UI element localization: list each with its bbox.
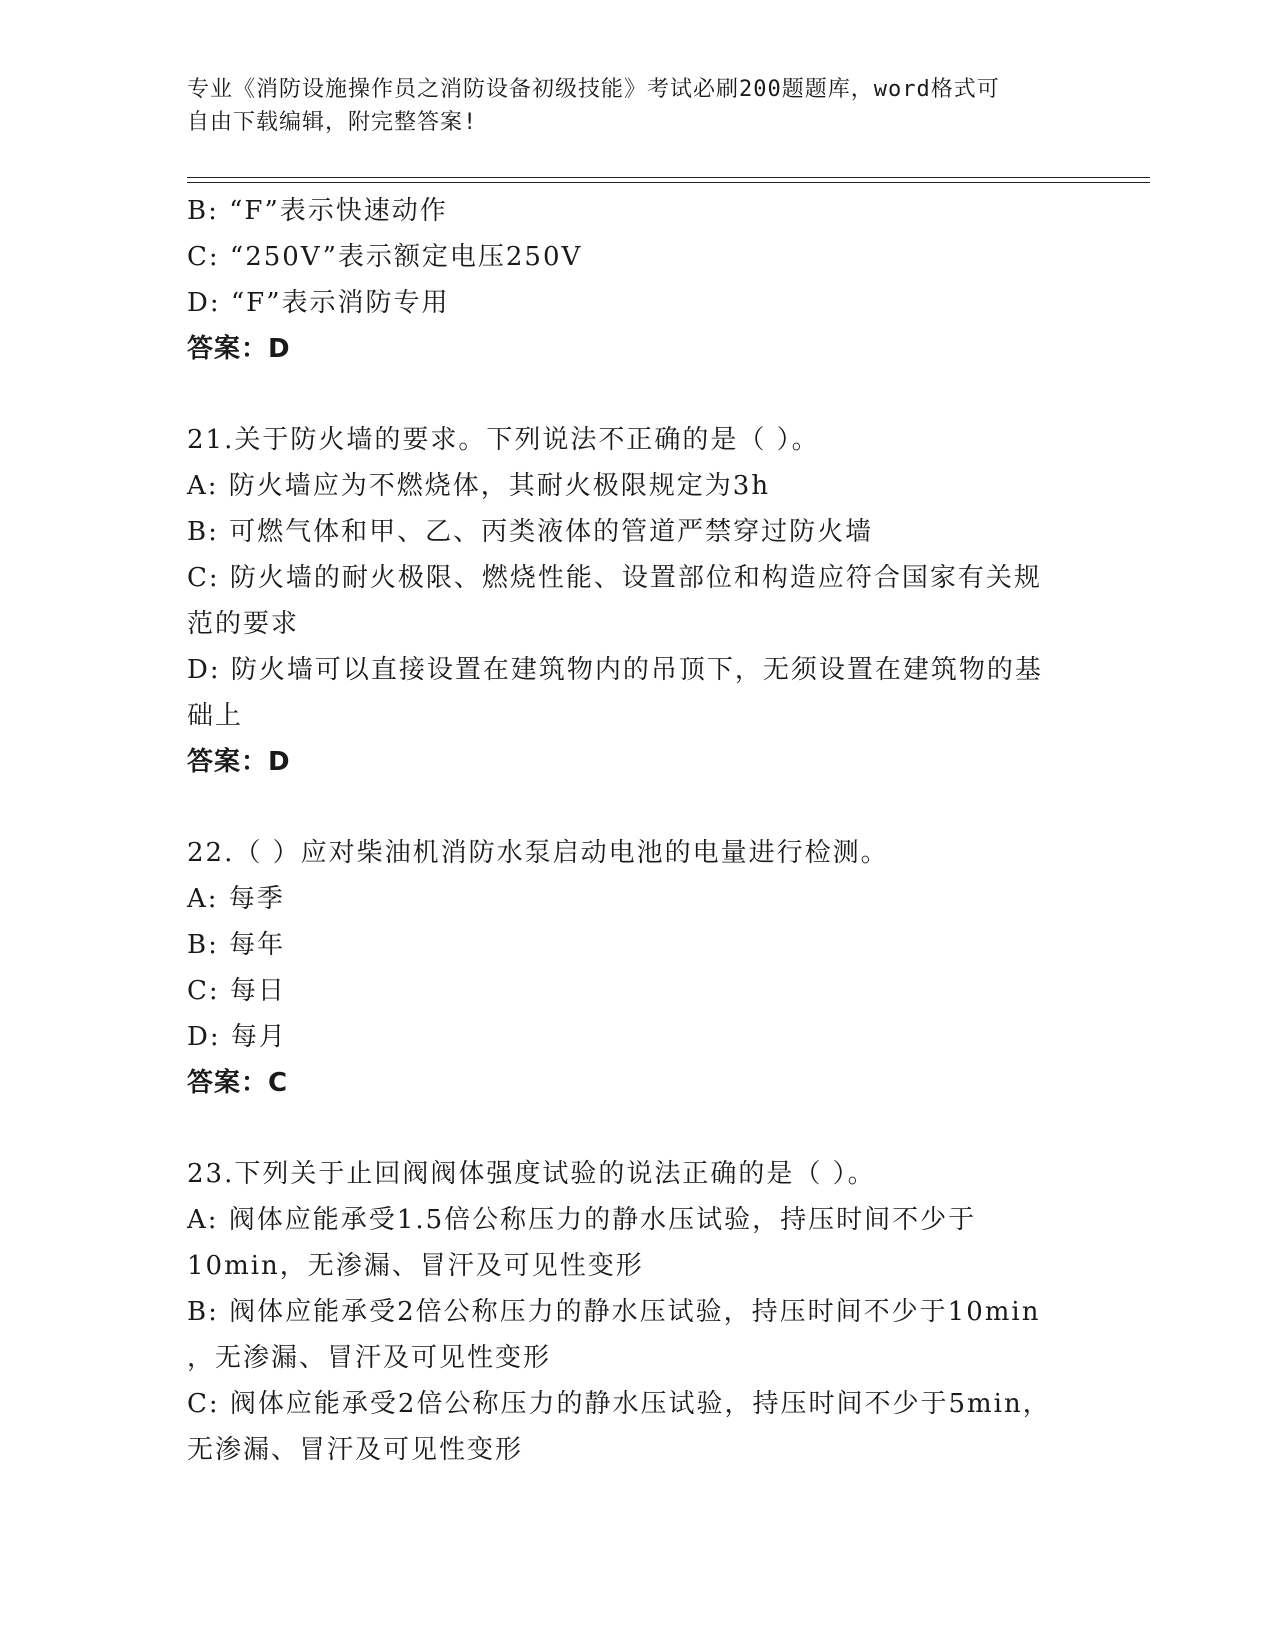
question-text: 22.（ ）应对柴油机消防水泵启动电池的电量进行检测。 xyxy=(187,838,889,868)
question-list xyxy=(187,188,1077,1473)
option-c: C: 阀体应能承受2倍公称压力的静水压试验，持压时间不少于5min， xyxy=(187,1389,1051,1419)
header-divider-bottom xyxy=(187,182,1150,183)
option-b-continued: ，无渗漏、冒汗及可见性变形 xyxy=(187,1343,552,1373)
question-21 xyxy=(187,417,1077,785)
option-c-continued: 无渗漏、冒汗及可见性变形 xyxy=(187,1435,524,1465)
question-22 xyxy=(187,830,1077,1106)
option-a: A: 防火墙应为不燃烧体，其耐火极限规定为3h xyxy=(187,471,771,501)
document-header xyxy=(187,73,1087,139)
header-line-1: 专业《消防设施操作员之消防设备初级技能》考试必刷200题题库，word格式可 xyxy=(187,77,1000,102)
option-d: D: 防火墙可以直接设置在建筑物内的吊顶下，无须设置在建筑物的基 xyxy=(187,655,1043,685)
option-c: C: “250V”表示额定电压250V xyxy=(187,242,583,272)
option-c-continued: 范的要求 xyxy=(187,609,300,639)
answer: 答案：D xyxy=(187,747,291,777)
option-d: D: 每月 xyxy=(187,1022,287,1052)
header-divider-top xyxy=(187,177,1150,178)
option-a: A: 阀体应能承受1.5倍公称压力的静水压试验，持压时间不少于 xyxy=(187,1205,977,1235)
question-23 xyxy=(187,1151,1077,1473)
option-b: B: “F”表示快速动作 xyxy=(187,196,448,226)
question-text: 21.关于防火墙的要求。下列说法不正确的是（ ）。 xyxy=(187,425,820,455)
option-b: B: 可燃气体和甲、乙、丙类液体的管道严禁穿过防火墙 xyxy=(187,517,874,547)
option-d-continued: 础上 xyxy=(187,701,244,731)
answer: 答案：D xyxy=(187,334,291,364)
option-a: A: 每季 xyxy=(187,884,285,914)
option-d: D: “F”表示消防专用 xyxy=(187,288,450,318)
header-line-2: 自由下载编辑，附完整答案! xyxy=(187,110,478,135)
question-20-tail xyxy=(187,188,1077,372)
question-text: 23.下列关于止回阀阀体强度试验的说法正确的是（ ）。 xyxy=(187,1159,876,1189)
option-c: C: 每日 xyxy=(187,976,286,1006)
option-b: B: 每年 xyxy=(187,930,286,960)
option-c: C: 防火墙的耐火极限、燃烧性能、设置部位和构造应符合国家有关规 xyxy=(187,563,1042,593)
option-a-continued: 10min，无渗漏、冒汗及可见性变形 xyxy=(187,1251,644,1281)
option-b: B: 阀体应能承受2倍公称压力的静水压试验，持压时间不少于10min xyxy=(187,1297,1041,1327)
answer: 答案：C xyxy=(187,1068,289,1098)
